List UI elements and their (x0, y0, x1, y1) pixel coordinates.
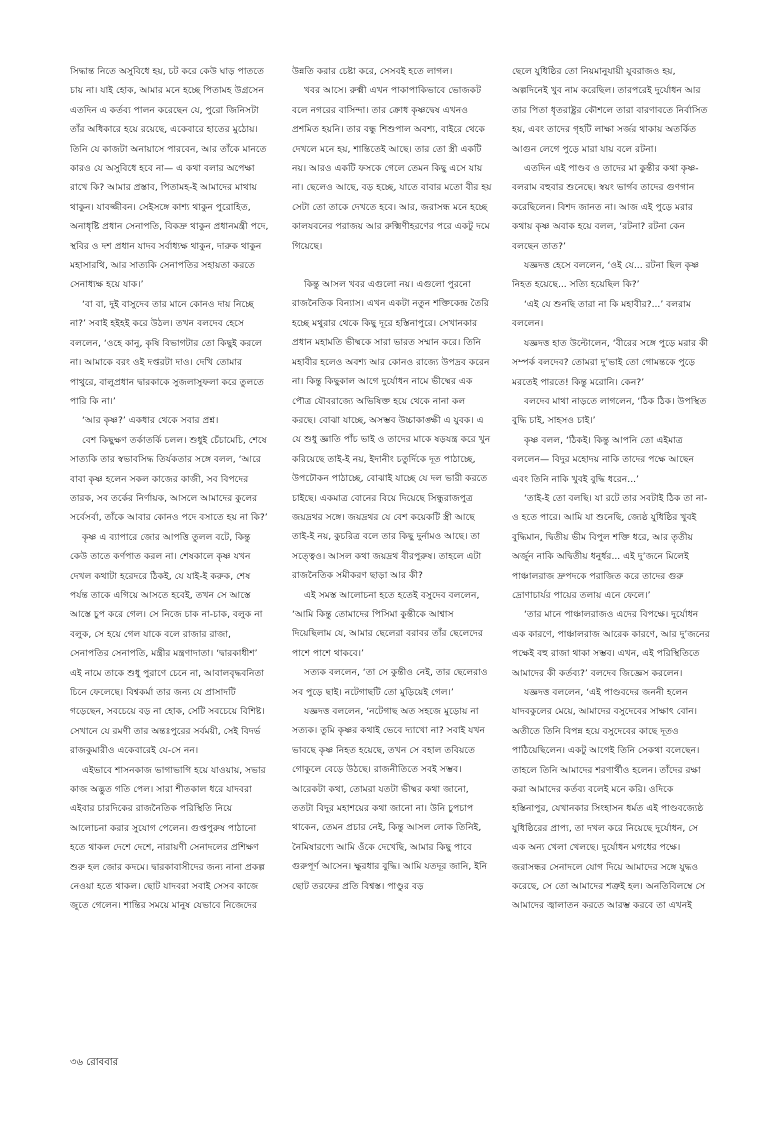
paragraph: ‘বা বা, দুই বাসুদেব তার মানে কোনও দায় নিচ্ছে না?’ সবাই হইহই করে উঠল। তখন বলদেব হেসে বললেন, ‘ওহে কানু, কৃষি বিভাগটার তো কিছুই করলে না। আমাকে বরং ওই দপ্তরটা দাও। দেখি তোমার পাথুরে, বালুপ্রধান দ্বারকাকে সুজলাসুফলা করে তুলতে পারি কি না।’ (70, 298, 264, 407)
paragraph: উন্নতি করার চেষ্টা করে, সেসবই হতে লাগল। (292, 66, 453, 77)
paragraph: খবর আসে। রুক্মী এখন পাকাপাকিভাবে ভোজকট বলে নগরের বাসিন্দা। তার ক্রোধ কৃষ্ণদ্বেষ এখনও প্রশমিত হয়নি। তার বন্ধু শিশুপাল অবশ্য, বাইরে থেকে দেখলে মনে হয়, শান্তিতেই আছে। তার তো স্ত্রী একটি নয়। আরও একটি ফসকে গেলে তেমন কিছু এসে যায় না। ছেলেও আছে, বড় হচ্ছে, যাতে বাবার মতো বীর হয় সেটা তো তাকে দেখতে হবে। আর, জরাসন্ধ মনে হচ্ছে কালযবনের পরাজয় আর রুক্মিণীহরণের পরে একটু দমে গিয়েছে। (292, 85, 492, 252)
paragraph: এতদিন এই পাণ্ডব ও তাদের মা কুন্তীর কথা কৃষ্ণ-বলরাম বহুবার শুনেছে। স্বয়ং ভার্গব তাদের গুণগান করেছিলেন। বিশদ জানত না। আজ এই পুড়ে মরার কথায় কৃষ্ণ অবাক হয়ে বলল, ‘রটনা? রটনা কেন বলছেন তাত?’ (512, 163, 699, 252)
paragraph: সিদ্ধান্ত নিতে অসুবিধে হয়, চট করে কেউ ঘাড় পাততে চায় না। যাই হোক, আমার মনে হচ্ছে পিতামহ উগ্রসেন এতদিন এ কর্তব্য পালন করেছেন যে, পুরো জিনিসটা তাঁর অধিকারে হয়ে রয়েছে, একেবারে হাতের মুঠোয়। তিনি যে কাজটা অনায়াসে পারবেন, আর তাঁকে মানতে কারও যে অসুবিধে হবে না— এ কথা বলার অপেক্ষা রাখে কি? আমার প্রস্তাব, পিতামহ-ই আমাদের মাথায় থাকুন। যাবজ্জীবন। সেইসঙ্গে কাশ্য থাকুন পুরোহিত, অনাধৃষ্টি প্রধান সেনাপতি, বিকদ্রু থাকুন প্রধানমন্ত্রী পদে, স্থবির ও দশ প্রধান যাদব সর্বাধ্যক্ষ থাকুন, দারুক থাকুন মহাসারথি, আর সাত্যকি সেনাপতির সহায়তা করতে সেনাধ্যক্ষ হয়ে যাক।’ (70, 66, 269, 291)
paragraph: ‘এই যে শুনছি তারা না কি মহাবীর?...’ বলরাম বললেন। (512, 298, 691, 330)
paragraph: সত্যক বললেন, ‘তা সে কুন্তীও নেই, তার ছেলেরাও সব পুড়ে ছাই। নটেগাছটি তো মুড়িয়েই গেল।’ (292, 667, 488, 698)
page-folio: ৩৬ রোববার (70, 1057, 119, 1068)
paragraph: ‘তাই-ই তো বলছি। যা রটে তার সবটাই ঠিক তা না-ও হতে পারে। আমি যা শুনেছি, জ্যেষ্ঠ যুধিষ্ঠির খুবই বুদ্ধিমান, দ্বিতীয় ভীম বিপুল শক্তি ধরে, আর তৃতীয় অর্জুন নাকি অদ্বিতীয় ধনুর্ধর... এই দু’জনে মিলেই পাঞ্চালরাজ দ্রুপদকে পরাজিত করে তাদের গুরু দ্রোণাচার্যর পায়ের তলায় এনে ফেলে।’ (512, 492, 708, 601)
paragraph: যজ্ঞদত্ত বললেন, ‘এই পাণ্ডবদের জননী হলেন যাদবকুলের মেয়ে, আমাদের বসুদেবের সাক্ষাৎ বোন। অতীতে তিনি বিপন্ন হয়ে বসুদেবের কাছে দূতও পাঠিয়েছিলেন। একটু আগেই তিনি সেকথা বলেছেন। তাহলে তিনি আমাদের শরণার্থীও হলেন। তাঁদের রক্ষা করা আমাদের কর্তব্য বলেই মনে করি। ওদিকে হস্তিনাপুর, যেখানকার সিংহাসন ধর্মত এই পাণ্ডবজ্যেষ্ঠ যুধিষ্ঠিরের প্রাপ্য, তা দখল করে নিয়েছে দুর্যোধন, সে এক অন্য খেলা খেলছে। দুর্যোধন মগধের পক্ষে। জরাসন্ধর সেনাদলে যোগ দিয়ে আমাদের সঙ্গে যুদ্ধও করেছে, সে তো আমাদের শত্রুই হল। অনতিবিলম্বে সে আমাদের জ্বালাতন করতে আরম্ভ করবে তা এখনই (512, 687, 706, 912)
paragraph: ‘আর কৃষ্ণ?’ একধার থেকে সবার প্রশ্ন। (82, 415, 219, 427)
text-column-3 (512, 62, 712, 1047)
paragraph: যজ্ঞদত্ত বললেন, ‘নটেগাছ অত সহজে মুড়োয় না সত্যক। তুমি কৃষ্ণর কথাই ভেবে দ্যাখো না? সবাই যখন ভাবছে কৃষ্ণ নিহত হয়েছে, তখন সে বহাল তবিয়তে গোকুলে বেড়ে উঠছে। রাজনীতিতে সবই সম্ভব। আরেকটা কথা, তোমরা যতটা ভীষ্মর কথা জানো, ততটা বিদুর মহাশয়ের কথা জানো না। উনি চুপচাপ থাকেন, তেমন প্রচার নেই, কিন্তু আসল লোক তিনিই, নৈমিষারণ্যে আমি ওঁকে দেখেছি, আমার কিছু পাবে গুরুপূর্ণ আসেন। ক্ষুরধার বুদ্ধি। আমি যতদূর জানি, ইনি ছোট তরফের প্রতি বিশ্বস্ত। পাণ্ডুর বড় (292, 706, 488, 892)
paragraph: বেশ কিছুক্ষণ তর্কাতর্কি চলল। শুধুই চেঁচামেচি, শেষে সাত্যকি তার স্বভাবসিদ্ধ তির্যকতার সঙ্গে বলল, ‘আরে বাবা কৃষ্ণ হলেন সকল কাজের কাজী, সব বিপদের তারক, সব তর্কের নির্ণায়ক, আসলে আমাদের কুলের সর্বেসর্বা, তাঁকে আবার কোনও পদে বসাতে হয় না কি?’ (70, 434, 268, 524)
paragraph: কৃষ্ণ বলল, ‘ঠিকই। কিন্তু আপনি তো এইমাত্র বললেন— বিদুর মহোদয় নাকি তাদের পক্ষে আছেন এবং তিনি নাকি খুবই বুদ্ধি ধরেন...’ (512, 434, 695, 485)
paragraph: বলদেব মাথা নাড়তে লাগলেন, ‘ঠিক ঠিক। উপস্থিত বুদ্ধি চাই, সাহসও চাই।’ (512, 395, 707, 427)
paragraph: যজ্ঞদত্ত হেসে বললেন, ‘ওই যে... রটনা ছিল কৃষ্ণ নিহত হয়েছে... সত্যি হয়েছিল কি?’ (512, 260, 700, 291)
paragraph: এইভাবে শাসনকাজ ভাগাভাগি হয়ে যাওয়ায়, সভার কাজ অদ্ভুত গতি পেল। সারা শীতকাল ধরে যাদবরা এইবার চারদিকের রাজনৈতিক পরিস্থিতি নিয়ে আলোচনা করার সুযোগ পেলেন। গুপ্তপুরুষ পাঠানো হতে থাকল দেশে দেশে, নারায়ণী সেনাদলের প্রশিক্ষণ শুরু হল জোর কদমে। দ্বারকাবাসীদের জন্য নানা প্রকল্প নেওয়া হতে থাকল। ছোট যাদবরা সবাই সেসব কাজে জুতে গেলেন। শান্তির সময়ে মানুষ যেভাবে নিজেদের (70, 764, 266, 912)
text-column-1 (70, 62, 270, 1047)
paragraph: যজ্ঞদত্ত হাত উল্টোলেন, ‘বীরের সঙ্গে পুড়ে মরার কী সম্পর্ক বলদেব? তোমরা দু’ভাই তো গোমন্তকে পুড়ে মরতেই পারতে! কিন্তু মরোনি। কেন?’ (512, 337, 709, 388)
paragraph: এই সমস্ত আলোচনা হতে হতেই বসুদেব বললেন, ‘আমি কিন্তু তোমাদের পিসিমা কুন্তীকে আশ্বাস দিয়েছিলাম যে, আমার ছেলেরা বরাবর তাঁর ছেলেদের পাশে পাশে থাকবে।’ (292, 589, 483, 659)
paragraph: কিন্তু আসল খবর এগুলো নয়। এগুলো পুরনো রাজনৈতিক বিন্যাস। এখন একটা নতুন শক্তিকেন্দ্র তৈরি হচ্ছে মথুরার থেকে কিছু দূরে হস্তিনাপুরে। সেখানকার প্রধান মহামতি ভীষ্মকে সারা ভারত সম্মান করে। তিনি মহাবীর হলেও অবশ্য আর কোনও রাজ্যে উপদ্রব করেন না। কিন্তু কিছুকাল আগে দুর্যোধন নামে ভীষ্মের এক পৌত্র যৌবরাজ্যে অভিষিক্ত হয়ে থেকে নানা কল করছে। বোঝা যাচ্ছে, অসম্ভব উচ্চাকাঙ্ক্ষী এ যুবক। এ যে শুধু জ্ঞাতি পাঁচ ভাই ও তাদের মাকে ষড়যন্ত্র করে খুন করিয়েছে তাই-ই নয়, ইদানীং চতুর্দিকে দূত পাঠাচ্ছে, উপঢৌকন পাঠাচ্ছে, বোঝাই যাচ্ছে যে দল ভারী করতে চাইছে। একমাত্র বোনের বিয়ে দিয়েছে সিন্ধুরাজপুত্র জয়দ্রথর সঙ্গে। জয়দ্রথর যে বেশ কয়েকটি স্ত্রী আছে তাই-ই নয়, কুচরিত্র বলে তার কিছু দুর্নামও আছে। তা সত্ত্বেও। আসল কথা জয়দ্রথ বীরপুরুষ। তাহলে এটা রাজনৈতিক সমীকরণ ছাড়া আর কী? (292, 279, 491, 582)
text-column-2 (292, 62, 492, 1047)
magazine-page (70, 62, 724, 1047)
paragraph: কৃষ্ণ এ ব্যাপারে জোর আপত্তি তুলল বটে, কিন্তু কেউ তাতে কর্ণপাত করল না। শেষকালে কৃষ্ণ যখন দেখল কথাটা হরেদরে ঠিকই, যে যাই-ই করুক, শেষ পর্যন্ত তাকে এগিয়ে আসতে হবেই, তখন সে আস্তে আস্তে চুপ করে গেল। সে নিজে চাক না-চাক, বলুক না বলুক, সে হয়ে গেল যাকে বলে রাজার রাজা, সেনাপতির সেনাপতি, মন্ত্রীর মন্ত্রণাদাতা। ‘দ্বারকাধীশ’ এই নামে তাকে শুধু পুরাণে চেনে না, আবালবৃদ্ধবনিতা চিনে ফেলেছে। বিশ্বকর্মা তার জন্য যে প্রাসাদটি গড়েছেন, সবচেয়ে বড় না হোক, সেটি সবচেয়ে বিশিষ্ট। সেখানে যে রমণী তার অন্তঃপুরের সর্বময়ী, সেই বিদর্ভ রাজকুমারীও একেবারেই যে-সে নন। (70, 531, 265, 757)
paragraph: ‘তার মানে পাঞ্চালরাজও এদের বিপক্ষে। দুর্যোধন এক কারণে, পাঞ্চালরাজ আরেক কারণে, আর দু’জনের পক্ষেই বহু রাজা থাকা সম্ভব। এখন, এই পরিস্থিতিতে আমাদের কী কর্তব্য?’ বলদেব জিজ্ঞেস করলেন। (512, 609, 710, 679)
paragraph: ছেলে যুধিষ্ঠির তো নিয়মানুযায়ী যুবরাজও হয়, অল্পদিনেই খুব নাম করেছিল। তারপরেই দুর্যোধন আর তার পিতা ধৃতরাষ্ট্রর কৌশলে তারা বারণাবতে নির্বাসিত হয়, এবং তাদের গৃহটি লাক্ষা সর্জর থাকায় অতর্কিত আগুন লেগে পুড়ে মারা যায় বলে রটনা। (512, 66, 708, 155)
